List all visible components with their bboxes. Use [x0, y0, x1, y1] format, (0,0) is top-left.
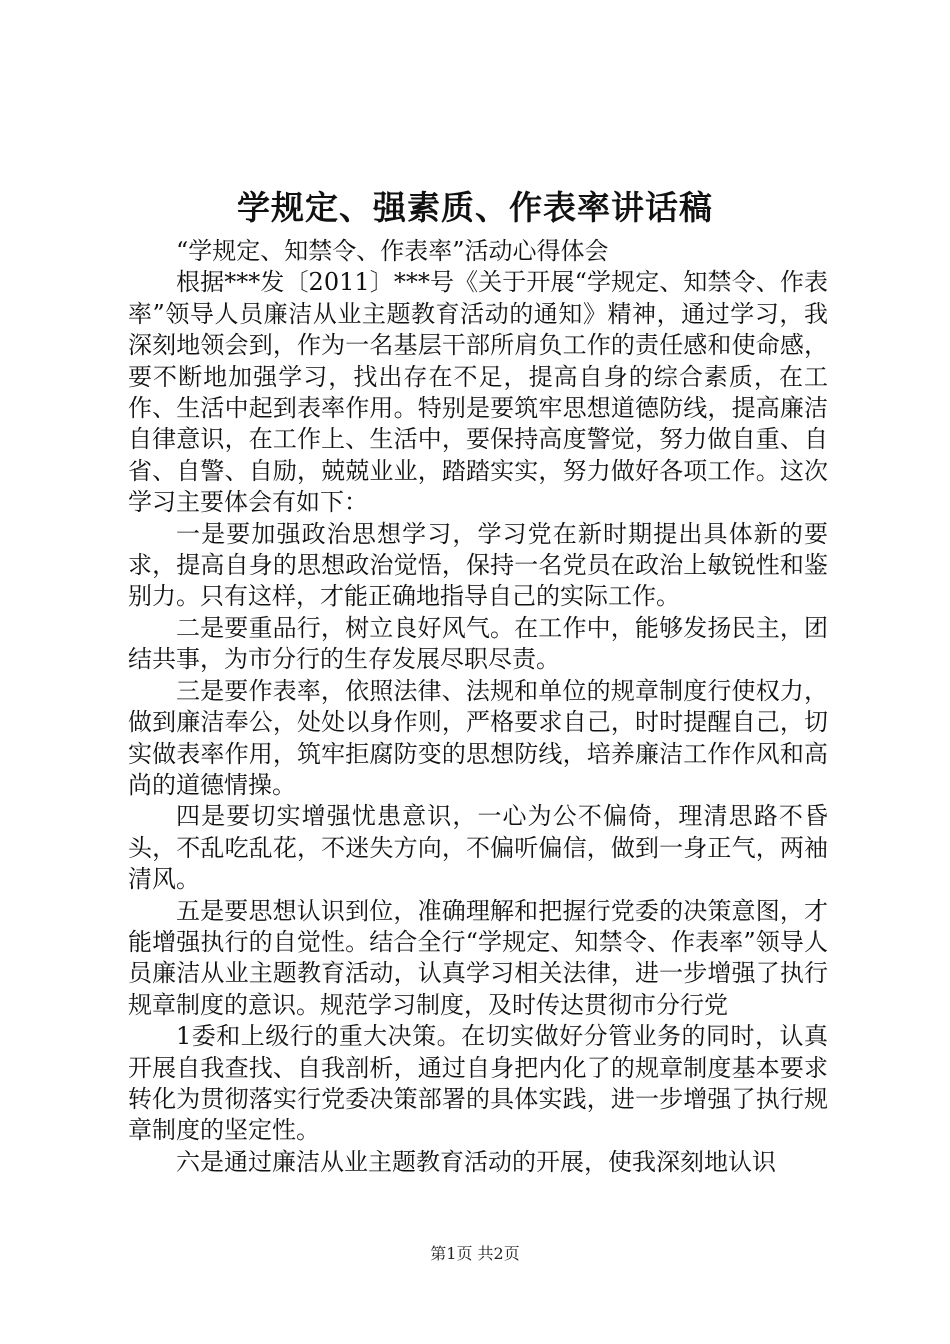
body-paragraph: 一是要加强政治思想学习，学习党在新时期提出具体新的要求，提高自身的思想政治觉悟，保持一名党员在政治上敏锐性和鉴别力。只有这样，才能正确地指导自己的实际工作。: [128, 519, 828, 611]
document-body: [128, 236, 828, 1178]
body-paragraph: 六是通过廉洁从业主题教育活动的开展，使我深刻地认识: [176, 1147, 776, 1176]
body-paragraph: 四是要切实增强忧患意识，一心为公不偏倚，理清思路不昏头，不乱吃乱花，不迷失方向，不偏听偏信，做到一身正气，两袖清风。: [128, 802, 828, 894]
subtitle-paragraph: “学规定、知禁令、作表率”活动心得体会: [176, 237, 609, 265]
body-paragraph: 三是要作表率，依照法律、法规和单位的规章制度行使权力，做到廉洁奉公，处处以身作则，严格要求自己，时时提醒自己，切实做表率作用，筑牢拒腐防变的思想防线，培养廉洁工作作风和高尚的道德情操。: [128, 676, 828, 799]
body-paragraph: 1委和上级行的重大决策。在切实做好分管业务的同时，认真开展自我查找、自我剖析，通过自身把内化了的规章制度基本要求转化为贯彻落实行党委决策部署的具体实践，进一步增强了执行规章制度的坚定性。: [128, 1022, 828, 1145]
body-paragraph: 二是要重品行，树立良好风气。在工作中，能够发扬民主，团结共事，为市分行的生存发展尽职尽责。: [128, 613, 828, 674]
document-title: 学规定、强素质、作表率讲话稿: [237, 188, 713, 227]
body-paragraph: 五是要思想认识到位，准确理解和把握行党委的决策意图，才能增强执行的自觉性。结合全行“学规定、知禁令、作表率”领导人员廉洁从业主题教育活动，认真学习相关法律，进一步增强了执行规章制度的意识。规范学习制度，及时传达贯彻市分行党: [128, 896, 828, 1019]
page-footer: 第1页 共2页: [430, 1244, 520, 1263]
body-paragraph: 根据***发〔2011〕***号《关于开展“学规定、知禁令、作表率”领导人员廉洁从业主题教育活动的通知》精神，通过学习，我深刻地领会到，作为一名基层干部所肩负工作的责任感和使命感，要不断地加强学习，找出存在不足，提高自身的综合素质，在工作、生活中起到表率作用。特别是要筑牢思想道德防线，提高廉洁自律意识，在工作上、生活中，要保持高度警觉，努力做自重、自省、自警、自励，兢兢业业，踏踏实实，努力做好各项工作。这次学习主要体会有如下：: [128, 268, 828, 517]
